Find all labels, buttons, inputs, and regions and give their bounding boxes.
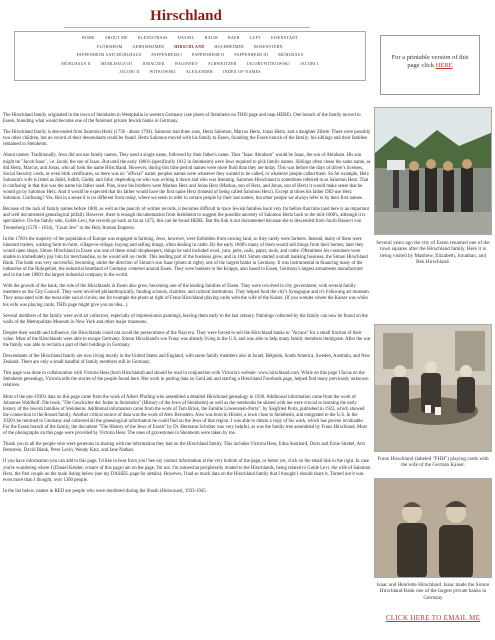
nav-link-luft[interactable]: LUFT bbox=[249, 35, 262, 40]
content-paragraph: Despite their wealth and influence, the Hirschlands could not avoid the persecutions of the Nazi era. They were forced to sell the Hirschland banks to "Aryans" for a small fraction of their value. Most of the Hirschlands were able to escape Germany. Simon Hirschland's son Franz was already living in the U.S. and was able to help many family members immigrate. After the war the family was able to reclaim a part of their holdings in Germany. bbox=[3, 330, 371, 348]
nav-link-pappenheim-and-mühlhaus[interactable]: PAPPENHEIM AND MÜHLHAUS bbox=[76, 52, 142, 57]
content-paragraph: If you have information you can add to this page, I'd like to hear from you! See my contact information at the very bottom of the page, or better yet, click on the email link to the right. In case you're wondering where I (Daniel Kestler, creator of this page) am on the page, I'm not. I'm somewhat peripherally related to the Hirschlands, being related to Golde Levi, the wife of Salomon Herz, the first couple on the main listing below (see my DASSEL page for details). However, I had so much data on the Hirschland family that I thought I should share it. Turned out it was even more than I thought, over 1300 people. bbox=[3, 459, 371, 483]
nav-link-alexander[interactable]: ALEXANDER bbox=[185, 69, 213, 74]
nav-row bbox=[17, 34, 363, 43]
content-paragraph: Several members of the family were avid art collectors, especially of impressionist paintings, leaving them early to the last century. Paintings collected by the family can now be found on the walls of the Metropolitan Museum in New York and other major museums. bbox=[3, 313, 368, 325]
card-game-image bbox=[375, 325, 492, 452]
nav-link-jacobi-i[interactable]: JACOBI I bbox=[299, 60, 319, 66]
content-paragraph: In the list below, names in RED are people who were murdered during the Shoah (Holocaust), 1933-1945. bbox=[3, 488, 207, 494]
page-title: Hirschland bbox=[150, 8, 222, 24]
nav-row bbox=[17, 43, 363, 52]
town-square-photo bbox=[374, 107, 492, 235]
nav-link-schweitzer[interactable]: SCHWEITZER bbox=[208, 60, 237, 66]
card-game-photo bbox=[374, 324, 492, 452]
printable-version-box bbox=[380, 35, 480, 95]
content-paragraph: The Hirschland family originated in the town of Steinheim in Westphalia in western Germany (see photo of Steinheim on THIS page and map HERE). One branch of the family moved to Essen, founding what would become one of the foremost private Jewish banks in Germany. bbox=[3, 113, 361, 125]
nav-link-baer[interactable]: BAER bbox=[227, 35, 240, 40]
content-paragraph: The Hirschland family is descended from Salomon Hertz (1736 - about 1794). Salomon had three sons, Hertz Salomon, Marcus Hertz, Jonas Hertz, and a daughter Zibele. There were possibly two other children, but no record of their descendants could be found. Hertz Salomon moved with his family to Essen, founding the Essen branch of the family; his siblings and their families remained in Steinheim. bbox=[3, 130, 371, 148]
title-divider bbox=[64, 27, 310, 28]
nav-link-pappenheim-iii[interactable]: PAPPENHEIM III bbox=[234, 52, 269, 57]
nav-link-joraczek[interactable]: JORACZEK bbox=[142, 60, 166, 66]
nav-row bbox=[17, 68, 363, 77]
nav-link-mühlhaus-iii[interactable]: MÜHLHAUS III bbox=[100, 60, 133, 66]
printable-version-link[interactable]: HERE bbox=[435, 62, 453, 69]
main-content bbox=[3, 113, 371, 500]
nav-link-about-me[interactable]: ABOUT ME bbox=[104, 35, 128, 40]
content-paragraph: Thank you to all the people who were generous in sharing with me information they had on the Hirschland family. This includes Victoria Hess, Edna Southard, Doris and Ernie Stiebel, Ariv Bernstein, David Blank, Peter Levin, Wendy Katz, and Jane Nathan. bbox=[3, 442, 366, 454]
nav-link-rosenstern[interactable]: ROSENSTERN bbox=[254, 43, 283, 49]
content-paragraph: This page was done in collaboration with Victoria Hess (born Hirschland) and should be read in conjunction with Victoria's website: www.hirschland.com. While on this page I focus on the Steinheim genealogy, Victoria tells the stories of the people found here. Her work in putting data on GenLink and starting a Hirschland Facebook page, helped find many previously unknown relatives. bbox=[3, 371, 369, 389]
nav-link-eisenstädt[interactable]: EISENSTÄDT bbox=[271, 35, 299, 40]
content-paragraph: About names: Traditionally, Jews did not use family names. They used a single name, followed by their father's name. Thus "Isaac Abraham" would be Isaac, the son of Abraham. His son might be "Jacob Isaac", i.e. Jacob, the son of Isaac. But until the early 1800's (specifically 1812 in Steinheim) were Jews required to pick family names. Siblings often chose the same name, as did Hertz, Marcus, and Jonas, who all took the name Hirschland. However, during this time period names were more fluid than they are today. This was before the days of driver's licenses, Social Security cards, or even birth certificates, so there was no "official" name; peoples names were whatever they wanted to be called, or whatever people called them. So for example, Herz Salomon's wife is listed as Jüdel, Judith, Güdel, and Julie, depending on who was writing it down and who was listening. Salomon Hirschland is sometimes referred to as Salomon Herz. That is confusing in that this was the name his father used. Plus, since his brothers were Markus Herz and Jonas Herz (Markus, son of Herz, and Jonas, son of Herz) it would make sense that he would go by Salomon Herz. And it would be expected that his father would have the first name Herz (instead of being called Salomon Herz). Except at times his father DID use Herz Salomon. Confusing? Yes. But in a sense it is no different from today, where we seem to refer to certain people by their last names, but other people we always refer to by their first names. bbox=[3, 153, 371, 202]
nav-link-baum[interactable]: BAUM bbox=[204, 35, 218, 40]
nav-link-mühlhaus[interactable]: MÜHLHAUS bbox=[278, 52, 304, 57]
content-paragraph: Most of the pre-1930's data on this page came from the work of Albert Pfarling who assembled a detailed Hirschland genealogy in 1930. Additional information came from the work of Johannes Waldhoff: Die book, "Die Geschichte der Juden in Steinheim" (History of the Jews of Steinheim) as well as the notebooks he shared with me were crucial to learning the early history of the Jewish families of Steinheim. Additional information came from the work of Tom Brink, the Familie Löwenstein-Porta", by Siegfried Porta, published in 1922, which showed the connection to the Rosset family. Another critical source of data was the work of Alex Bernstein. Also was born in Höxter, a town close to Steinheim, and emigrated to the U.S. In the 1930's he returned to Germany and collected all the genealogical information he could find on the Jews of that region. I was able to obtain a copy of his work, which has proven invaluable. For the Essen branch of the family, the document "The History of the Jews of Essen" by Dr. Hermann Schröter was very helpful, as was the family tree assembled by Franz Hirschland. Most of the photographs on this page were provided by Victoria Hess. The ones of gravestones in Steinheim were taken by me. bbox=[3, 394, 367, 437]
nav-link-hochheimer[interactable]: HOCHHEIMER bbox=[214, 43, 245, 49]
nav-link-kleinstrass[interactable]: KLEINSTRASS bbox=[137, 35, 168, 40]
nav-row bbox=[17, 51, 363, 60]
content-paragraph: With the growth of the bank, the role of the Hirschlands in Essen also grew, becoming one of the leading families of Essen. They were involved in city government, with several family members on the City Council. They were involved philanthropically, funding schools, charities, and cultural institutions. They helped fund the city's Synagogue and it's Folkwang art museum. They associated with the most elite social circles; see for example the photo at right of Franz Hirschland playing cards with the wife of the Kaiser. (If you wonder where the Kaiser was while his wife was playing cards, THIS page might give you an idea...) bbox=[3, 284, 370, 308]
nav-link-flörsheim[interactable]: FLÖRSHEIM bbox=[97, 43, 123, 49]
nav-link-mühlhaus-ii[interactable]: MÜHLHAUS II bbox=[61, 60, 91, 66]
content-paragraph: Because of the lack of family names before 1800, as well as the paucity of written records, it becomes difficult to trace Jewish families back very far before that time (and here is an important and well documented genealogical pitfall). However, there is enough documentation from Steinheim to suggest the possible ancestry of Salomon Hertz back to the mid-1600's, although it is speculative. On the family side, Golde Levi, the records go back as far as 1475, this can be found HERE. But the link is not documented because she is descended from Jacob Bassevi von Treuenberg (1570 - 1634), "Court Jew" to the Holy Roman Emperor. bbox=[3, 207, 369, 231]
email-contact-link[interactable]: CLICK HERE TO EMAIL ME bbox=[385, 614, 481, 622]
town-square-image bbox=[375, 108, 492, 235]
nav-link-jacobi-ii[interactable]: JACOBI II bbox=[119, 69, 140, 74]
printable-version-text: For a printable version of this page click bbox=[391, 54, 469, 69]
nav-row bbox=[17, 60, 363, 69]
nav-link-home[interactable]: HOME bbox=[81, 35, 95, 40]
nav-link-pappenheim-ii[interactable]: PAPPENHEIM II bbox=[192, 52, 225, 57]
card-game-caption: Franz Hirschland (labeled "FHH") playing cards with the wife of the German Kaiser. bbox=[377, 456, 489, 469]
nav-link-jacobi-witkowski[interactable]: JACOBI/WITKOWSKI bbox=[246, 60, 290, 66]
nav-link-witkowski[interactable]: WITKOWSKI bbox=[149, 69, 176, 74]
nav-link-gernsheimer[interactable]: GERNSHEIMER bbox=[132, 43, 165, 49]
town-square-caption: Several years ago the city of Essen renamed one of the town squares after the Hirschland family. Here it is being visited by Matthew, Elizabeth, Jonathan, and Ben Hirschland. bbox=[376, 240, 490, 266]
site-navigation bbox=[14, 31, 366, 81]
nav-link-hirschland[interactable]: HIRSCHLAND bbox=[174, 43, 205, 49]
nav-link-dassel[interactable]: DASSEL bbox=[177, 35, 195, 40]
isaac-henriette-caption: Isaac and Henriette Hirschland. Isaac made the Simon Hirschland Bank one of the largest private banks in Germany bbox=[376, 582, 490, 601]
nav-link-raginsky[interactable]: RAGINSKY bbox=[175, 60, 199, 66]
nav-link-pappenheim-i[interactable]: PAPPENHEIM I bbox=[151, 52, 183, 57]
portrait-image bbox=[375, 479, 492, 578]
nav-link-index-of-names[interactable]: INDEX OF NAMES bbox=[223, 69, 261, 74]
content-paragraph: In the 1700's the majority of the population of Europe was engaged in farming. Jews, however, were forbidden from owning land, so they rarely were farmers. Instead, many of them were itinerant traders, walking farm-to-farm, village-to-village, buying and selling things, often dealing in cattle. By the early 1800's many of them would sell things from their homes; later they would open shops. Simon Hirschland in Essen was one of these small shopkeepers; things he sold included wool, yarn, pelts, nails, paper, tools, and cattle. Oftentimes his customers were unable to immediately pay him for merchandise, so he would sell on credit. This lending part of the business grew, and in 1841 Simon started a small banking business, the Simon Hirschland Bank. The bank was very successful, becoming, under the direction of Simon's son Isaac (photo at right), one of the largest banks in Germany. It was instrumental in financing many of the industries of the Ruhrgebiet, the industrial heartland of Germany centered around Essen. They were bankers to the Krupps, also based in Essen, Germany's largest armaments manufacturer and in the late 1800's the largest industrial company in the world. bbox=[3, 236, 368, 279]
isaac-henriette-photo bbox=[374, 478, 492, 578]
content-paragraph: Descendants of the Hirschland family are now living mostly in the United States and England, with some family members also in Israel, Belgium, South America, Sweden, Australia, and New Zealand. There are only a small handful of family members still in Germany. bbox=[3, 354, 371, 366]
